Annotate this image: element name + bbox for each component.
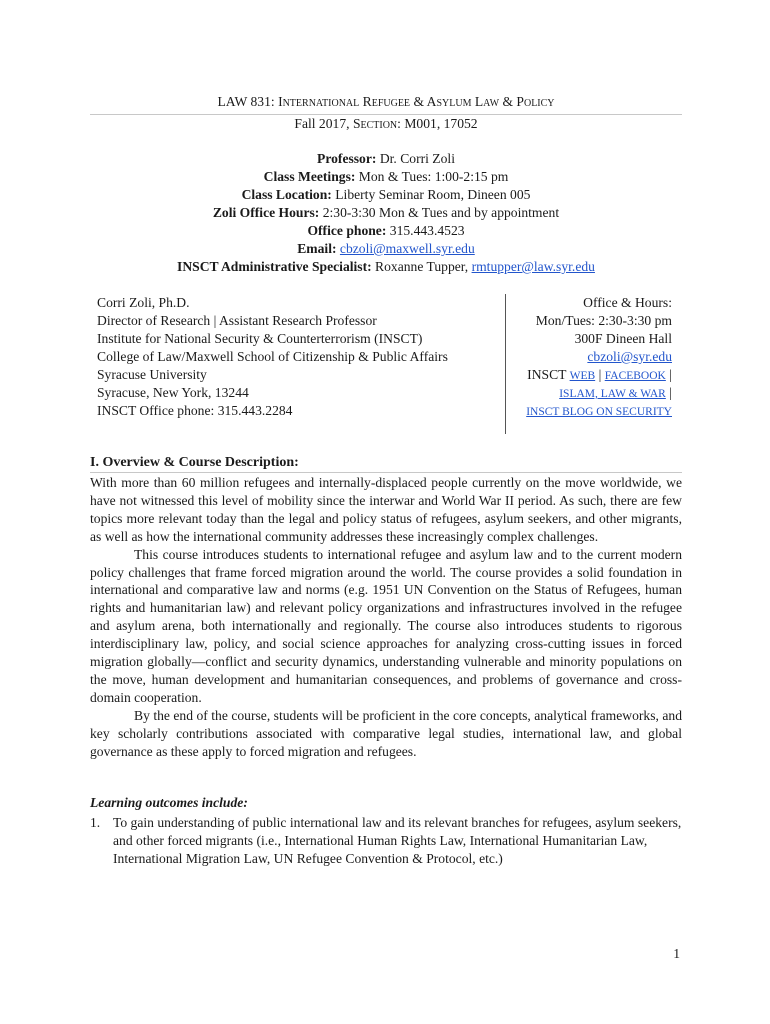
contact-line: Director of Research | Assistant Research Professor (97, 313, 377, 328)
phone-value: 315.443.4523 (389, 223, 465, 238)
islam-law-war-link[interactable]: ISLAM, LAW & WAR (559, 388, 666, 400)
admin-email-link[interactable]: rmtupper@law.syr.edu (471, 259, 595, 274)
location-line (90, 186, 682, 204)
professor-value: Dr. Corri Zoli (379, 151, 455, 166)
meetings-label: Class Meetings: (263, 169, 356, 184)
office-hours-line (90, 204, 682, 222)
office-hours-time: Mon/Tues: 2:30-3:30 pm (535, 313, 672, 328)
course-title (90, 94, 682, 110)
title-divider (90, 114, 682, 115)
contact-block-right (510, 294, 672, 420)
paragraph: This course introduces students to international refugee and asylum law and to the current modern policy challenges that frame forced migration around the world. The course provides a solid foundation in international and comparative law and norms (e.g. 1951 UN Convention on the Status of Refugees, human rights and humanitarian law) and relevant policy organizations and infrastructures involved in the refugee and asylum arena, both internationally and regionally. The course also introduces students to rigorous interdisciplinary law, policy, and social science approaches for analyzing cross-cutting issues in forced migration globally—conflict and security dynamics, understanding vulnerable and minority populations on the move, human development and humanitarian consequences, and problems of governance and cross-domain cooperation. (90, 546, 682, 705)
admin-name: Roxanne Tupper, (375, 259, 469, 274)
contact-email-link[interactable]: cbzoli@syr.edu (587, 349, 672, 364)
admin-line (90, 258, 682, 276)
email-line (90, 240, 682, 258)
islam-link-line (510, 384, 672, 402)
insct-blog-link[interactable]: INSCT BLOG ON SECURITY (526, 406, 672, 418)
contact-line: Syracuse University (97, 367, 207, 382)
contact-block-left (97, 294, 448, 420)
list-number: 1. (90, 815, 101, 830)
section-value: M001, 17052 (404, 116, 478, 131)
paragraph: With more than 60 million refugees and internally-displaced people currently on the move worldwide, we have not witnessed this level of mobility since the interwar and World War II period. As such, there are few topics more relevant today than the legal and policy status of refugees, asylum seekers, and other migrants, as well as how the international community addresses these increasingly complex challenges. (90, 475, 682, 544)
section-label: Section: (352, 116, 401, 131)
link-separator: | (669, 367, 672, 382)
professor-label: Professor: (317, 151, 377, 166)
page-number: 1 (673, 946, 680, 961)
course-description (90, 474, 682, 761)
contact-line: INSCT Office phone: 315.443.2284 (97, 403, 293, 418)
section-divider (90, 472, 682, 473)
learning-outcomes-list (90, 814, 682, 868)
list-text: To gain understanding of public international law and its relevant branches for refugees, asylum seekers, and other forced migrants (i.e., International Human Rights Law, International Humanitarian Law, International Migration Law, UN Refugee Convention & Protocol, etc.) (113, 815, 682, 866)
contact-divider (505, 294, 506, 434)
course-info (90, 150, 682, 276)
term: Fall 2017, (294, 116, 350, 131)
contact-line: Syracuse, New York, 13244 (97, 385, 249, 400)
facebook-link[interactable]: FACEBOOK (604, 370, 666, 382)
list-item (90, 814, 682, 868)
contact-line: Corri Zoli, Ph.D. (97, 295, 190, 310)
location-label: Class Location: (241, 187, 332, 202)
phone-line (90, 222, 682, 240)
section-heading: I. Overview & Course Description: (90, 455, 299, 470)
professor-line (90, 150, 682, 168)
phone-label: Office phone: (307, 223, 387, 238)
contact-email-line (510, 348, 672, 366)
learning-outcomes-heading: Learning outcomes include: (90, 795, 248, 810)
link-separator: | (669, 385, 672, 400)
course-name: International Refugee & Asylum Law & Policy (278, 94, 555, 109)
insct-links-line (510, 366, 672, 384)
insct-prefix: INSCT (527, 367, 567, 382)
admin-label: INSCT Administrative Specialist: (177, 259, 372, 274)
location-value: Liberty Seminar Room, Dineen 005 (335, 187, 531, 202)
blog-link-line (510, 402, 672, 420)
contact-line: Institute for National Security & Counterterrorism (INSCT) (97, 331, 423, 346)
meetings-line (90, 168, 682, 186)
link-separator: | (598, 367, 602, 382)
meetings-value: Mon & Tues: 1:00-2:15 pm (358, 169, 509, 184)
office-hours-value: 2:30-3:30 Mon & Tues and by appointment (322, 205, 560, 220)
term-line (90, 116, 682, 132)
office-hours-heading: Office & Hours: (583, 295, 672, 310)
contact-line: College of Law/Maxwell School of Citizenship & Public Affairs (97, 349, 448, 364)
web-link[interactable]: WEB (569, 370, 596, 382)
paragraph: By the end of the course, students will be proficient in the core concepts, analytical frameworks, and key scholarly contributions associated with comparative legal studies, international law, and global governance as these apply to forced migration and refugees. (90, 707, 682, 759)
course-code: LAW 831: (217, 94, 275, 109)
office-room: 300F Dineen Hall (574, 331, 672, 346)
office-hours-label: Zoli Office Hours: (212, 205, 320, 220)
email-link[interactable]: cbzoli@maxwell.syr.edu (339, 241, 475, 256)
email-label: Email: (297, 241, 337, 256)
